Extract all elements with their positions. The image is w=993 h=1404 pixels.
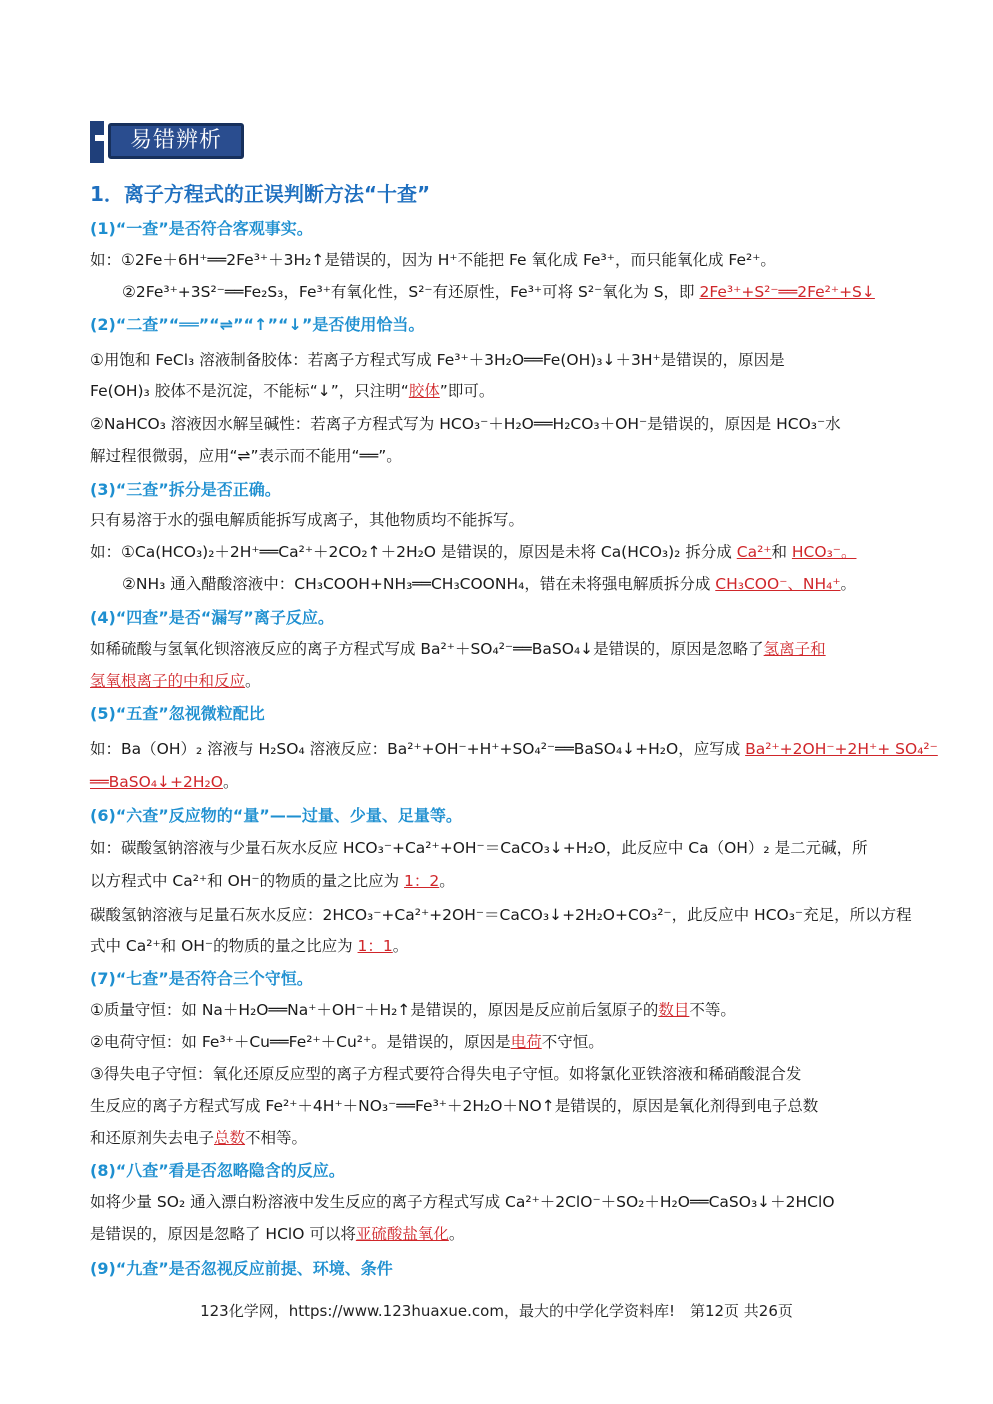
badge-label: 易错辨析 <box>108 123 244 159</box>
text-line: 如将少量 SO₂ 通入漂白粉溶液中发生反应的离子方程式写成 Ca²⁺＋2ClO⁻＋SO₂＋H₂O══CaSO₃↓＋2HClO <box>90 1193 835 1211</box>
text-line: 解过程很微弱，应用“⇌”表示而不能用“══”。 <box>90 447 402 465</box>
answer: 电荷 <box>510 1033 542 1051</box>
section-heading-5: (5)“五查”忽视微粒配比 <box>90 704 265 723</box>
answer: 1：2 <box>404 872 440 890</box>
answer: 氢离子和 <box>763 640 826 658</box>
answer: Ba²⁺+2OH⁻+2H⁺+ SO₄²⁻ <box>745 740 938 758</box>
text-line: ①质量守恒：如 Na＋H₂O══Na⁺＋OH⁻＋H₂↑是错误的，原因是反应前后氢原子的数目不等。 <box>90 1001 736 1019</box>
text-line: 如：碳酸氢钠溶液与少量石灰水反应 HCO₃⁻+Ca²⁺+OH⁻＝CaCO₃↓+H₂O，此反应中 Ca（OH）₂ 是二元碱，所 <box>90 839 868 857</box>
section-heading-4: (4)“四查”是否“漏写”离子反应。 <box>90 608 334 627</box>
text-line: ②2Fe³⁺+3S²⁻══Fe₂S₃，Fe³⁺有氧化性，S²⁻有还原性，Fe³⁺可将 S²⁻氧化为 S，即 2Fe³⁺+S²⁻══2Fe²⁺+S↓ <box>122 283 875 301</box>
page-footer: 123化学网，https://www.123huaxue.com，最大的中学化学资料库! 第12页 共26页 <box>200 1302 793 1320</box>
text-line: Fe(OH)₃ 胶体不是沉淀，不能标“↓”，只注明“胶体”即可。 <box>90 382 495 400</box>
section-badge <box>90 121 246 163</box>
section-heading-2: (2)“二查”“══”“⇌”“↑”“↓”是否使用恰当。 <box>90 315 425 334</box>
section-heading-8: (8)“八查”看是否忽略隐含的反应。 <box>90 1161 345 1180</box>
text-line: 如：Ba（OH）₂ 溶液与 H₂SO₄ 溶液反应：Ba²⁺+OH⁻+H⁺+SO₄²⁻══BaSO₄↓+H₂O，应写成 Ba²⁺+2OH⁻+2H⁺+ SO₄²⁻ <box>90 740 938 758</box>
section-heading-7: (7)“七查”是否符合三个守恒。 <box>90 969 313 988</box>
answer: ══BaSO₄↓+2H₂O <box>90 773 223 791</box>
answer: 数目 <box>658 1001 690 1019</box>
section-heading-9: (9)“九查”是否忽视反应前提、环境、条件 <box>90 1259 393 1278</box>
answer: 亚硫酸盐氧化 <box>355 1225 449 1243</box>
text-line: 和还原剂失去电子总数不相等。 <box>90 1129 308 1147</box>
text-line: 是错误的，原因是忽略了 HClO 可以将亚硫酸盐氧化。 <box>90 1225 465 1243</box>
text-line: ②NaHCO₃ 溶液因水解呈碱性：若离子方程式写为 HCO₃⁻＋H₂O══H₂CO₃＋OH⁻是错误的，原因是 HCO₃⁻水 <box>90 415 841 433</box>
answer: 氢氧根离子的中和反应 <box>90 672 246 690</box>
section-heading-6: (6)“六查”反应物的“量”——过量、少量、足量等。 <box>90 806 462 825</box>
text-line: 只有易溶于水的强电解质能拆写成离子，其他物质均不能拆写。 <box>90 511 525 529</box>
answer: CH₃COO⁻、NH₄⁺ <box>715 575 841 593</box>
text-line: 如稀硫酸与氢氧化钡溶液反应的离子方程式写成 Ba²⁺＋SO₄²⁻══BaSO₄↓是错误的，原因是忽略了氢离子和 <box>90 640 826 658</box>
answer: HCO₃⁻。 <box>791 543 857 561</box>
section-heading-1: (1)“一查”是否符合客观事实。 <box>90 219 313 238</box>
text-line: ②NH₃ 通入醋酸溶液中：CH₃COOH+NH₃══CH₃COONH₄，错在未将强电解质拆分成 CH₃COO⁻、NH₄⁺。 <box>122 575 857 593</box>
text-line: 如：①2Fe＋6H⁺══2Fe³⁺＋3H₂↑是错误的，因为 H⁺不能把 Fe 氧化成 Fe³⁺，而只能氧化成 Fe²⁺。 <box>90 251 776 269</box>
text-line: 生反应的离子方程式写成 Fe²⁺＋4H⁺＋NO₃⁻══Fe³⁺＋2H₂O＋NO↑是错误的，原因是氧化剂得到电子总数 <box>90 1097 819 1115</box>
answer: 2Fe³⁺+S²⁻══2Fe²⁺+S↓ <box>699 283 875 301</box>
answer: Ca²⁺ <box>736 543 772 561</box>
text-line: ③得失电子守恒：氧化还原反应型的离子方程式要符合得失电子守恒。如将氯化亚铁溶液和稀硝酸混合发 <box>90 1065 802 1083</box>
section-heading-3: (3)“三查”拆分是否正确。 <box>90 480 281 499</box>
text-line: 式中 Ca²⁺和 OH⁻的物质的量之比应为 1：1。 <box>90 937 409 955</box>
text-line: 碳酸氢钠溶液与足量石灰水反应：2HCO₃⁻+Ca²⁺+2OH⁻＝CaCO₃↓+2H₂O+CO₃²⁻，此反应中 HCO₃⁻充足，所以方程 <box>90 906 912 924</box>
text-line: 以方程式中 Ca²⁺和 OH⁻的物质的量之比应为 1：2。 <box>90 872 455 890</box>
text-line: ②电荷守恒：如 Fe³⁺＋Cu══Fe²⁺＋Cu²⁺。是错误的，原因是电荷不守恒。 <box>90 1033 604 1051</box>
answer: 胶体 <box>408 382 440 400</box>
text-line: ══BaSO₄↓+2H₂O。 <box>90 773 239 791</box>
text-line: 氢氧根离子的中和反应。 <box>90 672 261 690</box>
text-line: 如：①Ca(HCO₃)₂＋2H⁺══Ca²⁺＋2CO₂↑＋2H₂O 是错误的，原因是未将 Ca(HCO₃)₂ 拆分成 Ca²⁺和 HCO₃⁻。 <box>90 543 857 561</box>
answer: 1：1 <box>357 937 393 955</box>
answer: 总数 <box>214 1129 246 1147</box>
main-title: 1．离子方程式的正误判断方法“十查” <box>90 182 431 206</box>
text-line: ①用饱和 FeCl₃ 溶液制备胶体：若离子方程式写成 Fe³⁺＋3H₂O══Fe(OH)₃↓＋3H⁺是错误的，原因是 <box>90 351 785 369</box>
